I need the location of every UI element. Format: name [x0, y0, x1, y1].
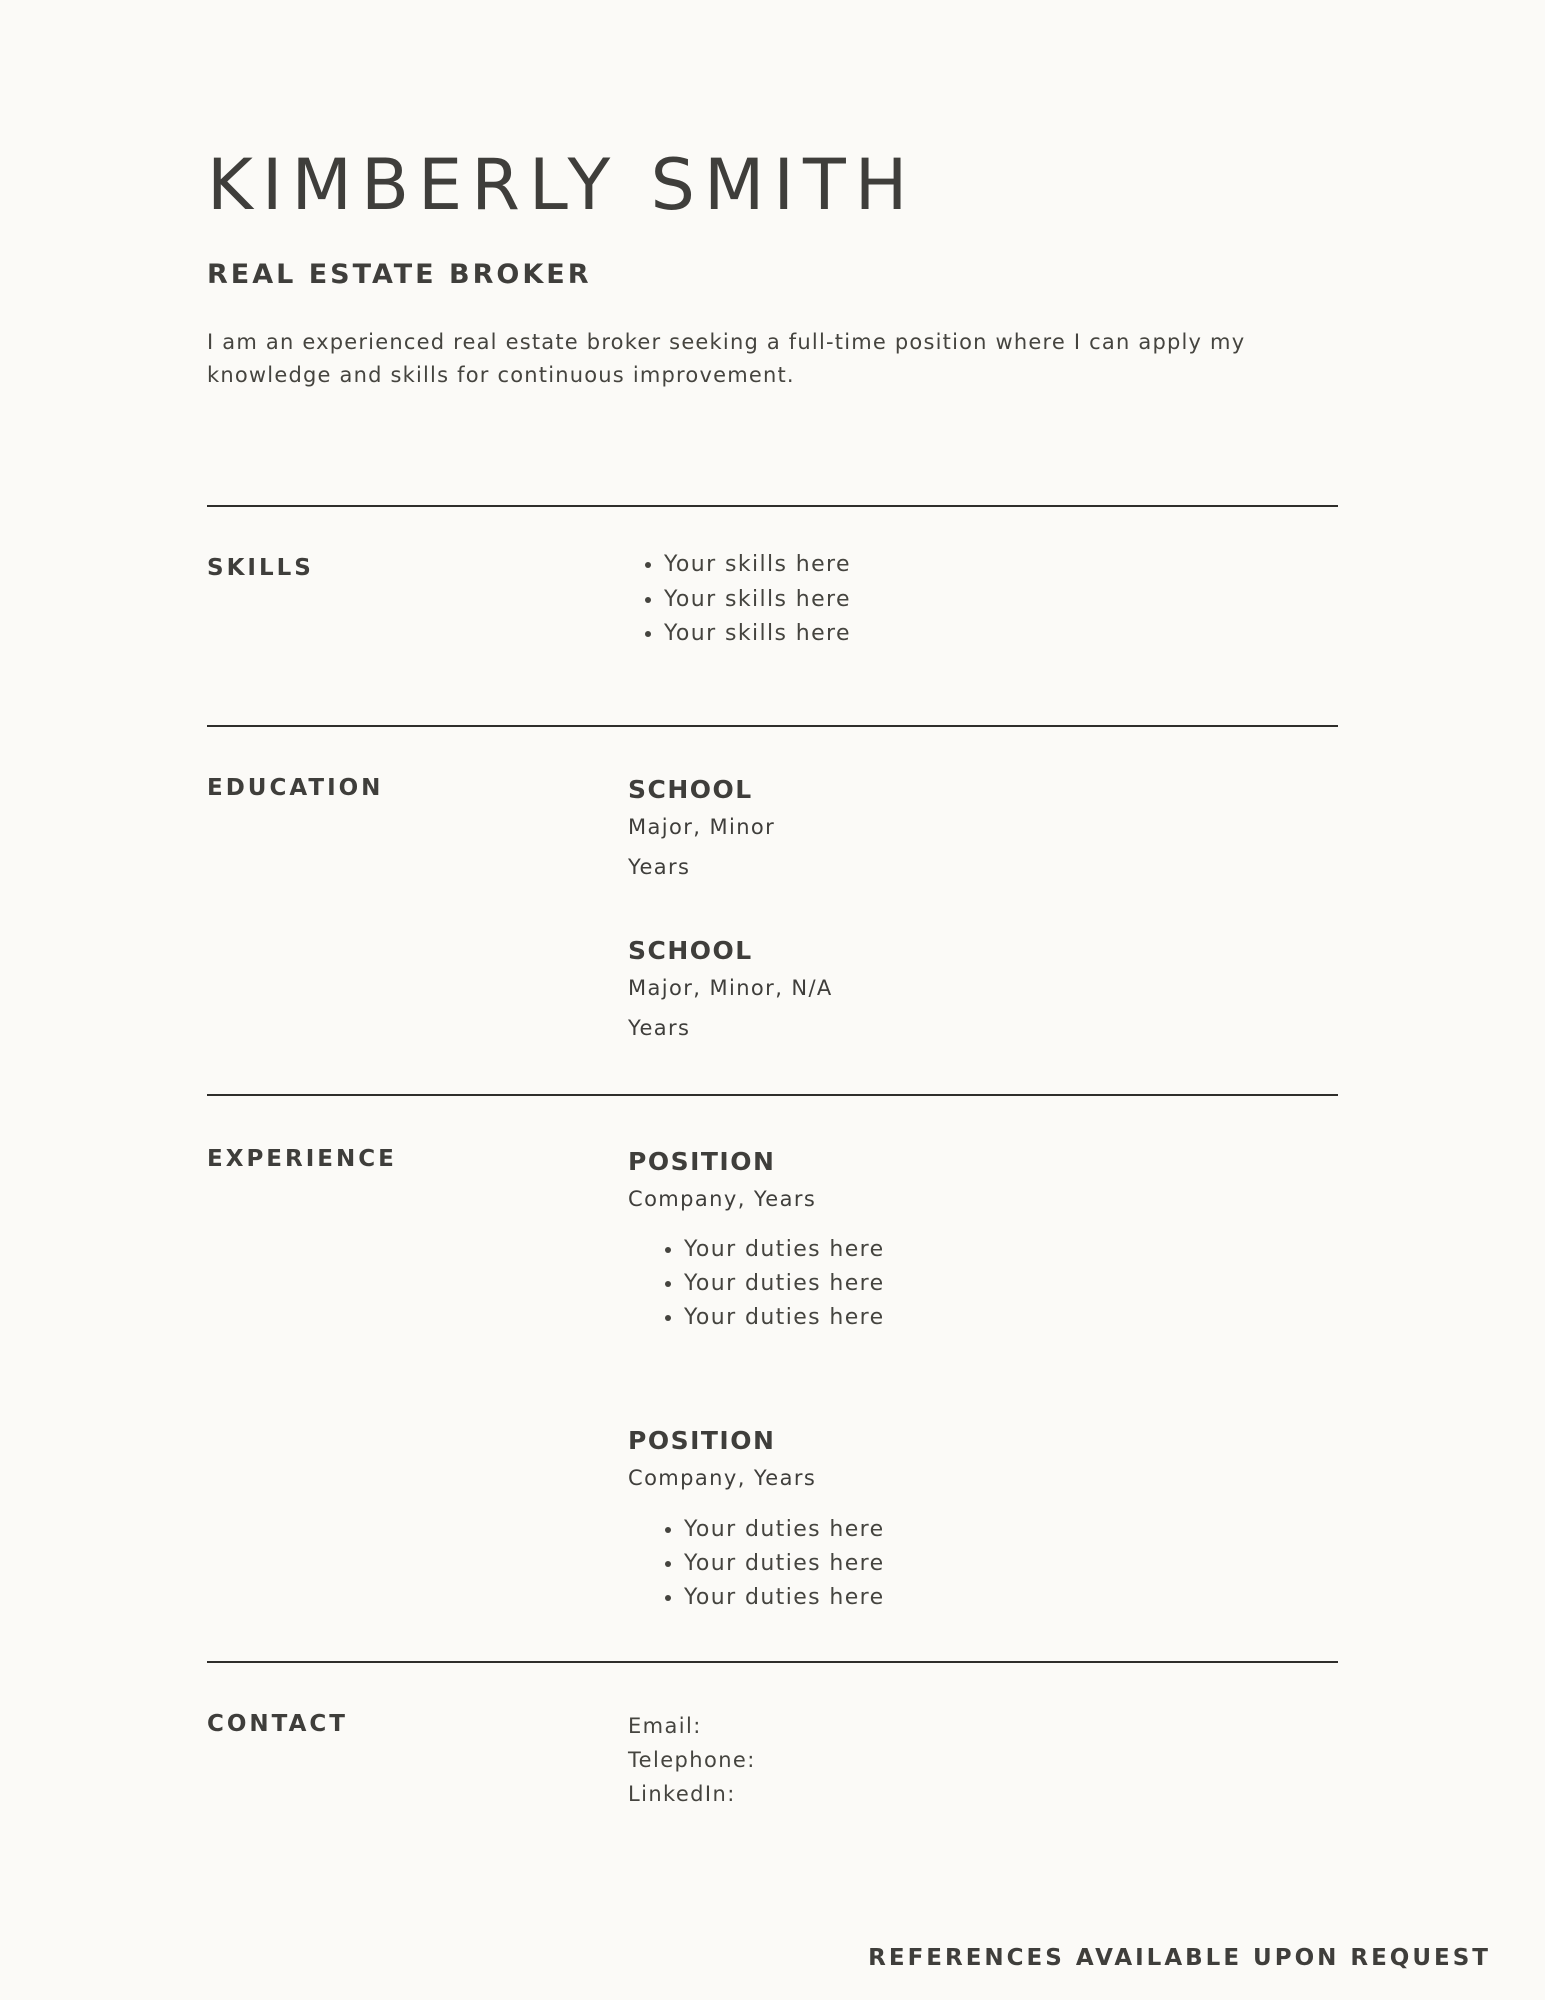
section-label-experience: EXPERIENCE — [207, 1146, 397, 1172]
position-title: POSITION — [628, 1147, 776, 1176]
section-divider-education — [207, 725, 1338, 727]
references-note: REFERENCES AVAILABLE UPON REQUEST — [868, 1945, 1491, 1971]
candidate-name: KIMBERLY SMITH — [207, 144, 917, 226]
section-label-contact: CONTACT — [207, 1711, 348, 1737]
experience-entry — [628, 1424, 1328, 1498]
contact-email: Email: — [628, 1714, 702, 1738]
duty-item: • Your duties here — [684, 1233, 1348, 1267]
section-label-education: EDUCATION — [207, 775, 384, 801]
experience-entry — [628, 1145, 1328, 1219]
school-years: Years — [628, 855, 691, 879]
skills-list — [628, 548, 1328, 652]
duty-item: • Your duties here — [684, 1581, 1348, 1615]
school-study: Major, Minor — [628, 815, 776, 839]
duty-item: • Your duties here — [684, 1267, 1348, 1301]
contact-details — [628, 1709, 1328, 1811]
education-entry — [628, 773, 1328, 887]
duty-item: • Your duties here — [684, 1547, 1348, 1581]
summary-paragraph: I am an experienced real estate broker seeking a full-time position where I can apply my knowledge and skills for continuous improvement. — [207, 330, 1246, 387]
position-title: POSITION — [628, 1426, 776, 1455]
skill-item: • Your skills here — [664, 583, 1328, 618]
duty-item: • Your duties here — [684, 1301, 1348, 1335]
skill-item: • Your skills here — [664, 617, 1328, 652]
skill-item: • Your skills here — [664, 548, 1328, 583]
duties-container — [648, 1233, 1348, 1335]
contact-telephone: Telephone: — [628, 1748, 756, 1772]
section-divider-contact — [207, 1661, 1338, 1663]
education-entry — [628, 934, 1328, 1048]
company-years: Company, Years — [628, 1187, 817, 1211]
school-study: Major, Minor, N/A — [628, 976, 833, 1000]
contact-linkedin: LinkedIn: — [628, 1782, 736, 1806]
job-title: REAL ESTATE BROKER — [207, 259, 592, 290]
skills-list-container — [628, 548, 1328, 652]
school-name: SCHOOL — [628, 775, 753, 804]
section-divider-skills — [207, 505, 1338, 507]
company-years: Company, Years — [628, 1466, 817, 1490]
duty-item: • Your duties here — [684, 1513, 1348, 1547]
duties-list — [648, 1513, 1348, 1615]
school-years: Years — [628, 1016, 691, 1040]
section-divider-experience — [207, 1094, 1338, 1096]
duties-container — [648, 1513, 1348, 1615]
section-label-skills: SKILLS — [207, 555, 314, 581]
school-name: SCHOOL — [628, 936, 753, 965]
duties-list — [648, 1233, 1348, 1335]
